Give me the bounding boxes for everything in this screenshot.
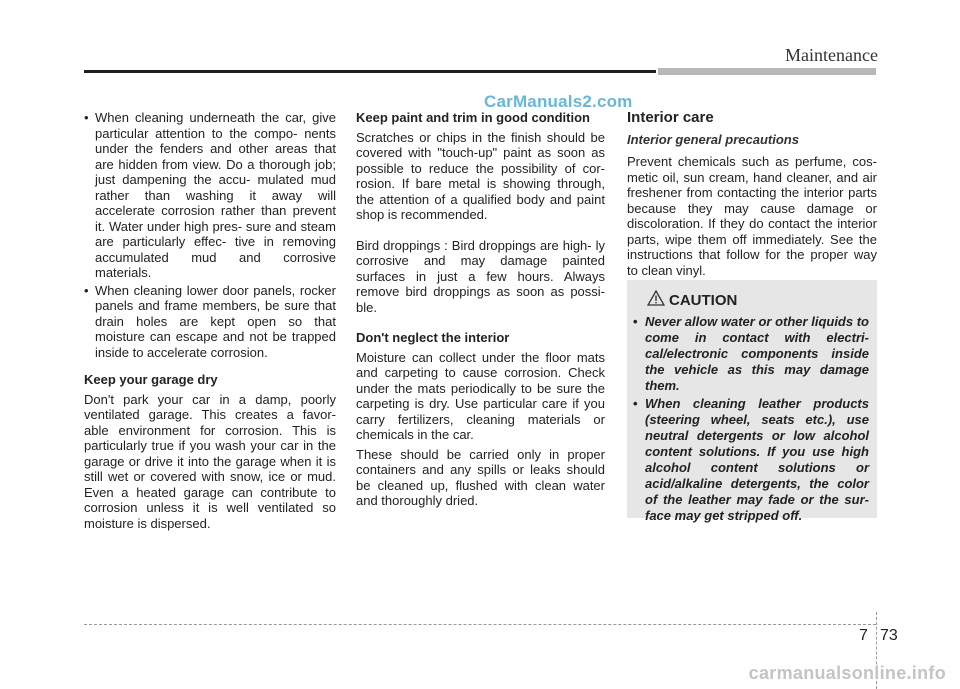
footer-divider	[84, 624, 876, 625]
bullet-icon: •	[84, 110, 89, 125]
caution-item-text: When cleaning leather products (steering wheel, seats etc.), use neutral detergents or low alcohol content solutions. If you use high alcohol content solutions or acid/alkaline detergents, the color of the leather may fade or the sur- face may get stripped off.	[645, 396, 869, 523]
paragraph-interior-precautions: Prevent chemicals such as perfume, cos- metic oil, sun cream, hand cleaner, and air freshener from contacting the interior parts because they may cause damage or discoloration. If they do contact the interior parts, wipe them off immediately. See the instructions that follow for the proper way to clean vinyl.	[627, 154, 877, 278]
paragraph-paint: Scratches or chips in the finish should be covered with "touch-up" paint as soon as possible to reduce the possibility of cor- rosion. If bare metal is showing through, the attention of a qualified body and paint shop is recommended.	[356, 129, 605, 222]
subsection-title: Interior general precautions	[627, 131, 799, 147]
page-number: 73	[880, 627, 898, 644]
list-item	[84, 110, 336, 281]
warning-triangle-icon	[647, 290, 665, 311]
section-heading-garage: Keep your garage dry	[84, 372, 218, 387]
bullet-icon: •	[84, 282, 89, 298]
chapter-number: 7	[859, 627, 868, 644]
paragraph-garage: Don't park your car in a damp, poorly ventilated garage. This creates a favor- able environment for corrosion. This is particularly true if you wash your car in the garage or drive it into the garage when it is still wet or covered with snow, ice or mud. Even a heated garage can contribute to corrosion unless it is well ventilated so moisture is dispersed.	[84, 391, 336, 531]
bullet-icon: •	[633, 396, 638, 411]
caution-header	[647, 290, 869, 311]
header-rule	[84, 70, 656, 73]
watermark-top[interactable]: CarManuals2.com	[484, 92, 633, 111]
caution-box	[627, 280, 877, 523]
bullet-icon: •	[633, 314, 638, 329]
section-heading-paint: Keep paint and trim in good condition	[356, 110, 590, 125]
caution-item-text: Never allow water or other liquids to come in contact with electri- cal/electronic components inside the vehicle as this may damage them.	[645, 314, 869, 393]
section-title-interior-care: Interior care	[627, 109, 714, 126]
watermark-bottom[interactable]: carmanualsonline.info	[748, 663, 946, 683]
list-item	[84, 283, 336, 361]
column-middle	[356, 110, 605, 524]
caution-title: CAUTION	[669, 292, 738, 309]
column-right	[627, 110, 877, 293]
header-rule-accent	[658, 68, 876, 75]
list-item-text: When cleaning lower door panels, rocker panels and frame members, be sure that drain holes are kept open so that moisture can escape and not be trapped inside to accelerate corrosion.	[95, 282, 336, 360]
list-item-text: When cleaning underneath the car, give particular attention to the compo- nents under the fenders and other areas that are hidden from view. Do a thorough job; just dampening the accu- mulated mud rather than washing it away will accelerate corrosion rather than prevent it. Water under high pres- sure and steam are particularly effec- tive in removing accumulated mud and corrosive materials.	[95, 110, 336, 280]
paragraph-interior-1: Moisture can collect under the floor mats and carpeting to cause corrosion. Check under the mats periodically to be sure the carpeting is dry. Use particular care if you carry fertilizers, cleaning materials or chemicals in the car.	[356, 349, 605, 442]
section-heading-interior: Don't neglect the interior	[356, 330, 510, 345]
paragraph-interior-2: These should be carried only in proper containers and any spills or leaks should be cleaned up, flushed with clean water and thoroughly dried.	[356, 446, 605, 508]
column-left	[84, 110, 336, 546]
paragraph-bird-droppings: Bird droppings : Bird droppings are high- ly corrosive and may damage painted surfaces in just a few hours. Always remove bird droppings as soon as possi- ble.	[356, 237, 605, 315]
page-header-title: Maintenance	[785, 45, 878, 65]
caution-item	[633, 314, 869, 394]
caution-item	[633, 396, 869, 524]
